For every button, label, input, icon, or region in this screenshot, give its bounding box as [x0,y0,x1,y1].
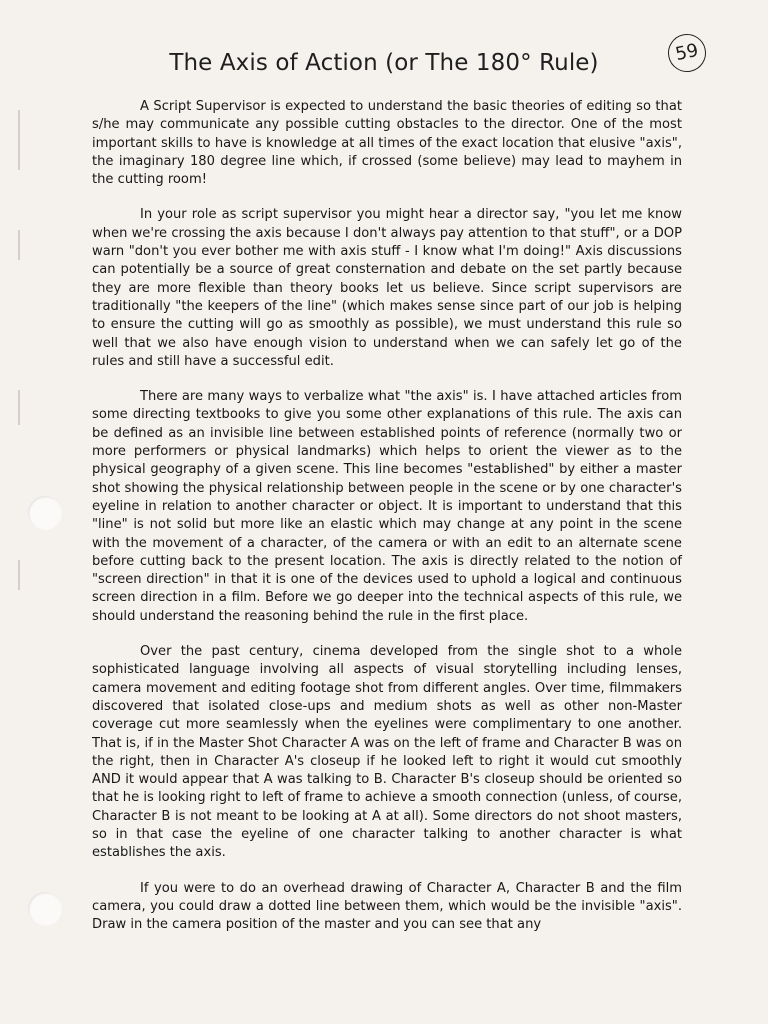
punch-hole [28,892,62,926]
paragraph: In your role as script supervisor you might hear a director say, "you let me know when we're crossing the axis because I don't always pay attention to that stuff", or a DOP warn "don't you ever bother me with axis stuff - I know what I'm doing!" Axis discussions can potentially be a source of great consternation and debate on the set partly because they are more flexible than theory books let us believe. Since script supervisors are traditionally "the keepers of the line" (which makes sense since part of our job is helping to ensure the cutting will go as smoothly as possible), we must understand this rule so well that we also have enough vision to understand when we can safely let go of the rules and still have a successful edit. [92,207,682,369]
paragraph: There are many ways to verbalize what "the axis" is. I have attached articles from some directing textbooks to give you some other explanations of this rule. The axis can be defined as an invisible line between established points of reference (normally two or more performers or physical landmarks) which helps to orient the viewer as to the physical geography of a given scene. This line becomes "established" by either a master shot showing the physical relationship between people in the scene or by one character's eyeline in relation to another character or object. It is important to understand that this "line" is not solid but more like an elastic which may change at any point in the scene with the movement of a character, of the camera or with an edit to an alternate scene before cutting back to the present location. The axis is directly related to the notion of "screen direction" in that it is one of the devices used to uphold a logical and continuous screen direction in a film. Before we go deeper into the technical aspects of this rule, we should understand the reasoning behind the rule in the first place. [92,389,682,624]
body-text [92,98,682,951]
paragraph: Over the past century, cinema developed from the single shot to a whole sophisticated language involving all aspects of visual storytelling including lenses, camera movement and editing footage shot from different angles. Over time, filmmakers discovered that isolated close-ups and medium shots as well as other non-Master coverage cut more seamlessly when the eyelines were complimentary to one another. That is, if in the Master Shot Character A was on the left of frame and Character B was on the right, then in Character A's closeup if he looked left to right it would cut smoothly AND it would appear that A was talking to B. Character B's closeup should be oriented so that he is looking right to left of frame to achieve a smooth connection (unless, of course, Character B is not meant to be looking at A at all). Some directors do not shoot masters, so in that case the eyeline of one character talking to another character is what establishes the axis. [92,644,682,861]
page-title: The Axis of Action (or The 180° Rule) [169,50,599,76]
binding-edge-mark [18,560,20,590]
binding-edge-mark [18,230,20,260]
page-number: 59 [664,30,709,75]
binding-edge-mark [18,390,20,425]
paragraph: A Script Supervisor is expected to understand the basic theories of editing so that s/he may communicate any possible cutting obstacles to the director. One of the most important skills to have is knowledge at all times of the exact location that elusive "axis", the imaginary 180 degree line which, if crossed (some believe) may lead to mayhem in the cutting room! [92,99,682,188]
binding-edge-mark [18,110,20,170]
paragraph: If you were to do an overhead drawing of Character A, Character B and the film camera, you could draw a dotted line between them, which would be the invisible "axis". Draw in the camera position of the master and you can see that any [92,880,682,933]
punch-hole [28,496,62,530]
